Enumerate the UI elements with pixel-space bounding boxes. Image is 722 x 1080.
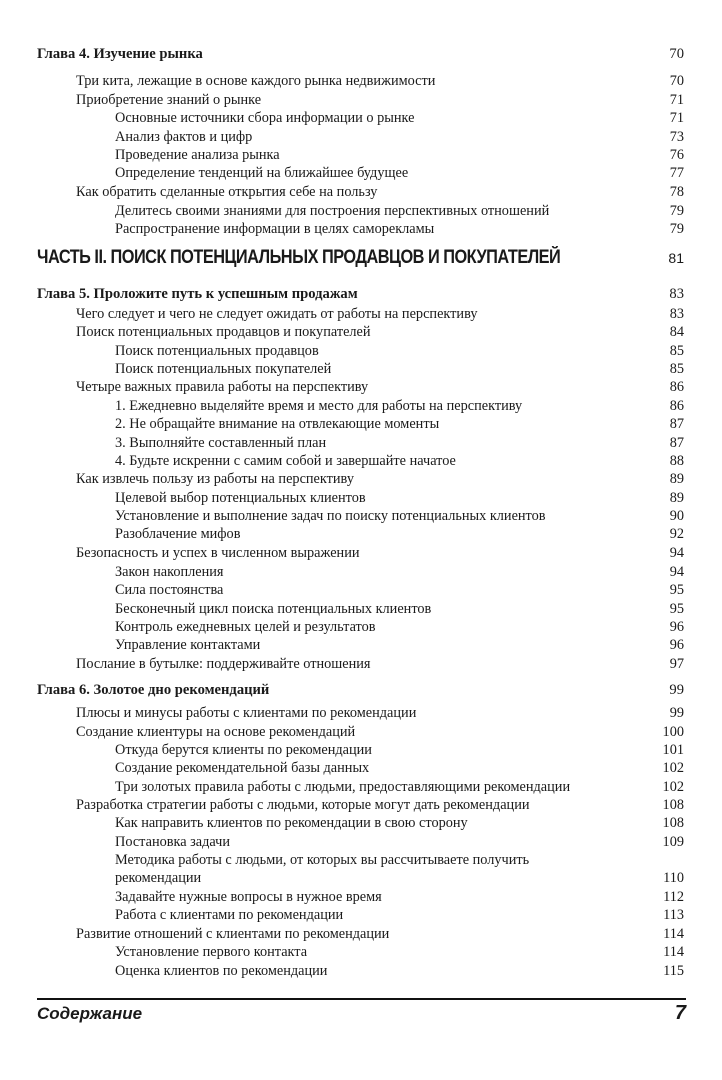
toc-entry-title: Создание клиентуры на основе рекомендаций [76,724,356,740]
toc-l2-entry [0,868,722,888]
toc-entry-page: 112 [663,889,684,905]
toc-entry-title: Четыре важных правила работы на перспективу [76,379,369,395]
toc-entry-title: Распространение информации в целях саморекламы [115,221,435,237]
toc-entry-title: рекомендации [115,870,202,886]
toc-entry-page: 79 [669,203,684,219]
toc-l1-entry [0,543,722,563]
toc-entry-title: Как извлечь пользу из работы на перспективу [76,471,354,487]
toc-l2-entry [0,599,722,619]
toc-entry-title: Послание в бутылке: поддерживайте отношения [76,656,371,672]
toc-l2-entry [0,488,722,508]
toc-l1-entry [0,90,722,110]
toc-l2-entry [0,396,722,416]
toc-l2-entry [0,740,722,760]
toc-l2-entry [0,580,722,600]
toc-l2-entry [0,359,722,379]
toc-entry-page: 115 [663,963,684,979]
toc-entry-page: 89 [669,471,684,487]
toc-entry-title: Закон накопления [115,564,224,580]
toc-l2-entry [0,617,722,637]
toc-entry-page: 86 [669,379,684,395]
toc-entry-title: 2. Не обращайте внимание на отвлекающие моменты [115,416,440,432]
toc-entry-page: 100 [662,724,684,740]
toc-l2-entry [0,850,722,870]
toc-entry-title: Бесконечный цикл поиска потенциальных клиентов [115,601,432,617]
toc-entry-title: Создание рекомендательной базы данных [115,760,370,776]
toc-entry-title: Откуда берутся клиенты по рекомендации [115,742,372,758]
toc-entry-title: Постановка задачи [115,834,231,850]
footer-section-title: Содержание [37,1004,143,1023]
toc-entry-page: 95 [669,601,684,617]
toc-entry-page: 94 [669,564,684,580]
toc-l2-entry [0,813,722,833]
toc-l2-entry [0,758,722,778]
toc-entry-page: 76 [669,147,684,163]
toc-entry-title: Работа с клиентами по рекомендации [115,907,344,923]
toc-entry-title: Определение тенденций на ближайшее будущее [115,165,409,181]
toc-entry-page: 81 [668,250,684,266]
toc-entry-page: 70 [669,46,684,62]
toc-l2-entry [0,506,722,526]
toc-l1-entry [0,924,722,944]
toc-l1-entry [0,795,722,815]
toc-entry-title: Развитие отношений с клиентами по рекомендации [76,926,390,942]
toc-entry-page: 88 [669,453,684,469]
toc-entry-title: ЧАСТЬ II. ПОИСК ПОТЕНЦИАЛЬНЫХ ПРОДАВЦОВ И ПОКУПАТЕЛЕЙ [37,247,561,268]
toc-part-entry [0,243,722,273]
toc-entry-title: Три золотых правила работы с людьми, предоставляющими рекомендации [115,779,571,795]
toc-l1-entry [0,304,722,324]
toc-l1-entry [0,71,722,91]
toc-entry-page: 114 [663,926,684,942]
toc-entry-title: Разработка стратегии работы с людьми, которые могут дать рекомендации [76,797,530,813]
toc-l2-entry [0,201,722,221]
toc-entry-title: Оценка клиентов по рекомендации [115,963,328,979]
toc-entry-title: Плюсы и минусы работы с клиентами по рекомендации [76,705,417,721]
toc-l2-entry [0,562,722,582]
toc-l2-entry [0,905,722,925]
toc-entry-page: 95 [669,582,684,598]
toc-entry-page: 86 [669,398,684,414]
toc-l1-entry [0,654,722,674]
toc-entry-page: 87 [669,435,684,451]
toc-entry-title: Безопасность и успех в численном выражении [76,545,360,561]
toc-l2-entry [0,219,722,239]
toc-l2-entry [0,414,722,434]
toc-l2-entry [0,127,722,147]
toc-entry-title: Управление контактами [115,637,261,653]
toc-entry-title: 4. Будьте искренни с самим собой и завершайте начатое [115,453,456,469]
toc-l1-entry [0,469,722,489]
toc-entry-title: Глава 4. Изучение рынка [37,46,203,62]
toc-l1-entry [0,703,722,723]
toc-l2-entry [0,942,722,962]
toc-entry-title: Целевой выбор потенциальных клиентов [115,490,366,506]
toc-entry-page: 83 [669,286,684,302]
toc-entry-page: 97 [669,656,684,672]
toc-entry-page: 79 [669,221,684,237]
toc-entry-title: Поиск потенциальных продавцов [115,343,319,359]
toc-entry-page: 96 [669,619,684,635]
toc-entry-title: Проведение анализа рынка [115,147,280,163]
toc-entry-title: 3. Выполняйте составленный план [115,435,327,451]
toc-entry-title: Методика работы с людьми, от которых вы рассчитываете получить [115,852,530,868]
toc-entry-page: 113 [663,907,684,923]
toc-entry-page: 89 [669,490,684,506]
toc-entry-page: 99 [669,682,684,698]
toc-chapter-entry [0,680,722,700]
toc-entry-title: Глава 6. Золотое дно рекомендаций [37,682,270,698]
toc-entry-page: 78 [669,184,684,200]
toc-l2-entry [0,341,722,361]
toc-entry-title: Глава 5. Проложите путь к успешным продажам [37,286,358,302]
toc-entry-title: Три кита, лежащие в основе каждого рынка недвижимости [76,73,436,89]
toc-l1-entry [0,322,722,342]
toc-entry-page: 114 [663,944,684,960]
toc-l2-entry [0,524,722,544]
toc-entry-title: Разоблачение мифов [115,526,241,542]
toc-l2-entry [0,163,722,183]
toc-entry-page: 71 [669,110,684,126]
toc-l2-entry [0,832,722,852]
toc-entry-page: 96 [669,637,684,653]
toc-entry-title: Как направить клиентов по рекомендации в свою сторону [115,815,468,831]
toc-l2-entry [0,433,722,453]
toc-entry-title: Установление первого контакта [115,944,308,960]
toc-entry-page: 77 [669,165,684,181]
toc-entry-page: 110 [663,870,684,886]
toc-entry-title: Приобретение знаний о рынке [76,92,262,108]
toc-l2-entry [0,451,722,471]
toc-entry-title: Поиск потенциальных продавцов и покупателей [76,324,371,340]
toc-entry-title: Как обратить сделанные открытия себе на пользу [76,184,378,200]
toc-entry-page: 90 [669,508,684,524]
toc-l2-entry [0,887,722,907]
toc-entry-page: 92 [669,526,684,542]
toc-entry-page: 84 [669,324,684,340]
toc-l1-entry [0,377,722,397]
toc-l2-entry [0,777,722,797]
toc-entry-title: Установление и выполнение задач по поиску потенциальных клиентов [115,508,546,524]
toc-entry-title: Сила постоянства [115,582,224,598]
toc-entry-page: 102 [662,760,684,776]
toc-entry-page: 85 [669,361,684,377]
toc-entry-page: 83 [669,306,684,322]
toc-entry-title: Анализ фактов и цифр [115,129,253,145]
toc-l2-entry [0,635,722,655]
toc-entry-page: 108 [662,797,684,813]
toc-entry-page: 94 [669,545,684,561]
toc-entry-page: 71 [669,92,684,108]
toc-entry-page: 73 [669,129,684,145]
toc-entry-title: Делитесь своими знаниями для построения перспективных отношений [115,203,550,219]
toc-entry-title: Чего следует и чего не следует ожидать от работы на перспективу [76,306,478,322]
toc-entry-page: 85 [669,343,684,359]
toc-entry-title: Задавайте нужные вопросы в нужное время [115,889,382,905]
toc-l1-entry [0,182,722,202]
toc-l1-entry [0,722,722,742]
toc-chapter-entry [0,284,722,304]
toc-entry-page: 87 [669,416,684,432]
toc-l2-entry [0,961,722,981]
toc-entry-page: 70 [669,73,684,89]
toc-entry-page: 99 [669,705,684,721]
toc-entry-title: Основные источники сбора информации о рынке [115,110,415,126]
toc-entry-page: 102 [662,779,684,795]
toc-entry-page: 108 [662,815,684,831]
toc-l2-entry [0,108,722,128]
toc-chapter-entry [0,44,722,64]
toc-entry-title: Контроль ежедневных целей и результатов [115,619,376,635]
toc-entry-page: 101 [662,742,684,758]
footer-page-number: 7 [674,1002,686,1024]
toc-entry-title: Поиск потенциальных покупателей [115,361,332,377]
footer-divider [37,998,686,1000]
toc-l2-entry [0,145,722,165]
toc-entry-page: 109 [662,834,684,850]
toc-entry-title: 1. Ежедневно выделяйте время и место для работы на перспективу [115,398,523,414]
